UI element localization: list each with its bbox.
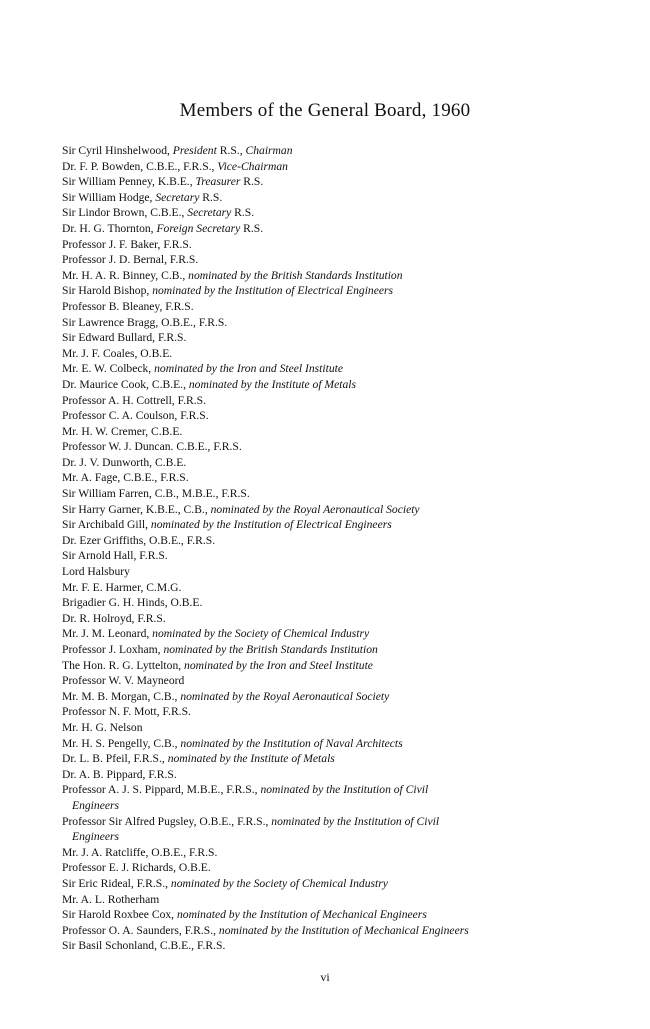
- member-entry: [62, 642, 602, 658]
- member-entry: [62, 377, 602, 393]
- member-name: Dr. Maurice Cook, C.B.E.,: [62, 377, 189, 391]
- member-role: nominated by the Institute of Metals: [167, 752, 335, 766]
- member-name: Lord Halsbury: [62, 565, 130, 579]
- member-entry: [62, 907, 602, 923]
- member-role-continuation: Engineers: [72, 830, 120, 844]
- member-entry: [62, 704, 602, 720]
- member-role: nominated by the Society of Chemical Industry: [152, 627, 370, 641]
- member-entry: [62, 486, 602, 502]
- member-role: nominated by the Institution of Civil: [271, 814, 440, 828]
- member-entry: [62, 845, 602, 861]
- member-role: nominated by the Institution of Electrical Engineers: [150, 518, 392, 532]
- member-entry: [62, 221, 602, 237]
- member-entry: [62, 923, 602, 939]
- member-name: Sir Harold Bishop,: [62, 284, 153, 298]
- member-entry: [62, 237, 602, 253]
- member-entry: [62, 143, 602, 159]
- member-entry: [62, 315, 602, 331]
- member-role: nominated by the British Standards Institution: [188, 268, 403, 282]
- member-name: Sir Harold Roxbee Cox,: [62, 908, 177, 922]
- member-entry: [62, 159, 602, 175]
- member-role: nominated by the Institution of Naval Architects: [180, 736, 403, 750]
- member-role: nominated by the Iron and Steel Institute: [184, 658, 373, 672]
- member-entry: [62, 611, 602, 627]
- member-name: Professor E. J. Richards, O.B.E.: [62, 861, 211, 875]
- member-name: Sir Eric Rideal, F.R.S.,: [62, 876, 171, 890]
- member-entry: [62, 533, 602, 549]
- member-entry: [62, 174, 602, 190]
- member-name: Professor B. Bleaney, F.R.S.: [62, 299, 194, 313]
- member-name: Professor W. V. Mayneord: [62, 674, 185, 688]
- page-number: vi: [320, 970, 330, 984]
- member-entry: [62, 408, 602, 424]
- member-role: nominated by the Royal Aeronautical Society: [210, 502, 420, 516]
- member-name: Sir Lindor Brown, C.B.E.,: [62, 206, 188, 220]
- member-name: Dr. J. V. Dunworth, C.B.E.: [62, 455, 187, 469]
- member-role: Foreign Secretary: [156, 221, 241, 235]
- member-post-nominal: R.S.: [240, 221, 264, 235]
- member-role: Vice-Chairman: [217, 159, 288, 173]
- member-entry: [62, 455, 602, 471]
- member-role: nominated by the Iron and Steel Institute: [154, 362, 344, 376]
- member-entry: [62, 424, 602, 440]
- member-name: Sir Archibald Gill,: [62, 518, 151, 532]
- member-name: Professor N. F. Mott, F.R.S.: [62, 705, 191, 719]
- member-name: Sir Harry Garner, K.B.E., C.B.,: [62, 502, 211, 516]
- member-name: Dr. H. G. Thornton,: [62, 221, 157, 235]
- member-name: Dr. F. P. Bowden, C.B.E., F.R.S.,: [62, 159, 218, 173]
- member-entry: [62, 299, 602, 315]
- member-role: President: [172, 144, 217, 157]
- member-entry: [62, 548, 602, 564]
- member-entry: [62, 502, 602, 518]
- member-role: nominated by the Institution of Civil: [260, 783, 429, 797]
- member-entry: [62, 361, 602, 377]
- member-entry: [62, 517, 602, 533]
- member-name: The Hon. R. G. Lyttelton,: [62, 658, 185, 672]
- member-role-continuation: Engineers: [72, 798, 120, 812]
- member-role: nominated by the Institution of Electrical Engineers: [152, 284, 394, 298]
- member-entry: [62, 439, 602, 455]
- member-name: Mr. J. A. Ratcliffe, O.B.E., F.R.S.: [62, 845, 218, 859]
- member-entry: [62, 860, 602, 876]
- member-name: Professor J. F. Baker, F.R.S.: [62, 237, 192, 251]
- member-name: Professor A. H. Cottrell, F.R.S.: [62, 393, 207, 407]
- member-name: Mr. H. S. Pengelly, C.B.,: [62, 736, 181, 750]
- member-post-nominal: R.S.,: [216, 144, 246, 157]
- member-name: Mr. A. L. Rotherham: [62, 892, 160, 906]
- member-name: Sir Arnold Hall, F.R.S.: [62, 549, 168, 563]
- member-entry: [62, 689, 602, 705]
- member-role: Treasurer: [195, 175, 241, 189]
- member-entry: [62, 892, 602, 908]
- member-entry: [62, 268, 602, 284]
- member-entry: [62, 564, 602, 580]
- member-entry: [62, 252, 602, 268]
- member-entry: [62, 205, 602, 221]
- member-entry: [62, 673, 602, 689]
- member-name: Mr. E. W. Colbeck,: [62, 362, 155, 376]
- member-entry: [62, 190, 602, 206]
- member-post-nominal: R.S.: [240, 175, 264, 189]
- member-role: Secretary: [187, 206, 232, 220]
- member-role: nominated by the Institution of Mechanical Engineers: [218, 923, 469, 937]
- member-entry: [62, 876, 602, 892]
- member-entry: [62, 938, 602, 954]
- member-name: Mr. H. A. R. Binney, C.B.,: [62, 268, 189, 282]
- member-name: Mr. H. G. Nelson: [62, 720, 143, 734]
- member-name: Professor O. A. Saunders, F.R.S.,: [62, 923, 219, 937]
- member-name: Professor C. A. Coulson, F.R.S.: [62, 409, 209, 423]
- member-name: Mr. J. F. Coales, O.B.E.: [62, 346, 173, 360]
- member-entry: [62, 814, 602, 845]
- member-name: Professor W. J. Duncan. C.B.E., F.R.S.: [62, 440, 242, 454]
- member-name: Dr. A. B. Pippard, F.R.S.: [62, 767, 177, 781]
- member-name: Brigadier G. H. Hinds, O.B.E.: [62, 596, 203, 610]
- member-role: Secretary: [155, 190, 200, 204]
- member-name: Sir Basil Schonland, C.B.E., F.R.S.: [62, 939, 226, 953]
- member-name: Dr. L. B. Pfeil, F.R.S.,: [62, 752, 168, 766]
- member-role: nominated by the Institute of Metals: [188, 377, 356, 391]
- member-name: Professor A. J. S. Pippard, M.B.E., F.R.S.,: [62, 783, 261, 797]
- member-name: Mr. F. E. Harmer, C.M.G.: [62, 580, 182, 594]
- member-entry: [62, 767, 602, 783]
- member-entry: [62, 393, 602, 409]
- member-name: Mr. H. W. Cremer, C.B.E.: [62, 424, 183, 438]
- member-entry: [62, 595, 602, 611]
- member-entry: [62, 626, 602, 642]
- member-name: Professor J. D. Bernal, F.R.S.: [62, 253, 199, 267]
- member-name: Dr. R. Holroyd, F.R.S.: [62, 611, 166, 625]
- member-name: Mr. M. B. Morgan, C.B.,: [62, 689, 181, 703]
- member-name: Professor Sir Alfred Pugsley, O.B.E., F.R.S.,: [62, 814, 272, 828]
- member-name: Sir Cyril Hinshelwood,: [62, 144, 173, 157]
- member-entry: [62, 736, 602, 752]
- member-role: nominated by the Institution of Mechanical Engineers: [176, 908, 427, 922]
- member-post-nominal: R.S.: [199, 190, 223, 204]
- member-entry: [62, 470, 602, 486]
- member-entry: [62, 580, 602, 596]
- page-title: Members of the General Board, 1960: [179, 100, 471, 121]
- member-name: Dr. Ezer Griffiths, O.B.E., F.R.S.: [62, 533, 216, 547]
- member-list: [62, 143, 602, 954]
- member-role: nominated by the Royal Aeronautical Society: [180, 689, 390, 703]
- member-role: nominated by the Society of Chemical Industry: [170, 876, 388, 890]
- member-entry: [62, 330, 602, 346]
- member-entry: [62, 346, 602, 362]
- member-name: Sir William Farren, C.B., M.B.E., F.R.S.: [62, 487, 250, 501]
- member-name: Mr. A. Fage, C.B.E., F.R.S.: [62, 471, 189, 485]
- member-entry: [62, 720, 602, 736]
- member-entry: [62, 751, 602, 767]
- member-name: Mr. J. M. Leonard,: [62, 627, 153, 641]
- member-post-nominal: R.S.: [231, 206, 255, 220]
- member-entry: [62, 782, 602, 813]
- member-name: Professor J. Loxham,: [62, 643, 164, 656]
- member-name: Sir William Penney, K.B.E.,: [62, 175, 196, 189]
- member-role: Chairman: [245, 144, 293, 157]
- member-name: Sir Lawrence Bragg, O.B.E., F.R.S.: [62, 315, 228, 329]
- member-entry: [62, 658, 602, 674]
- member-entry: [62, 283, 602, 299]
- member-role: nominated by the British Standards Institution: [163, 643, 378, 656]
- member-name: Sir Edward Bullard, F.R.S.: [62, 331, 187, 345]
- member-name: Sir William Hodge,: [62, 190, 156, 204]
